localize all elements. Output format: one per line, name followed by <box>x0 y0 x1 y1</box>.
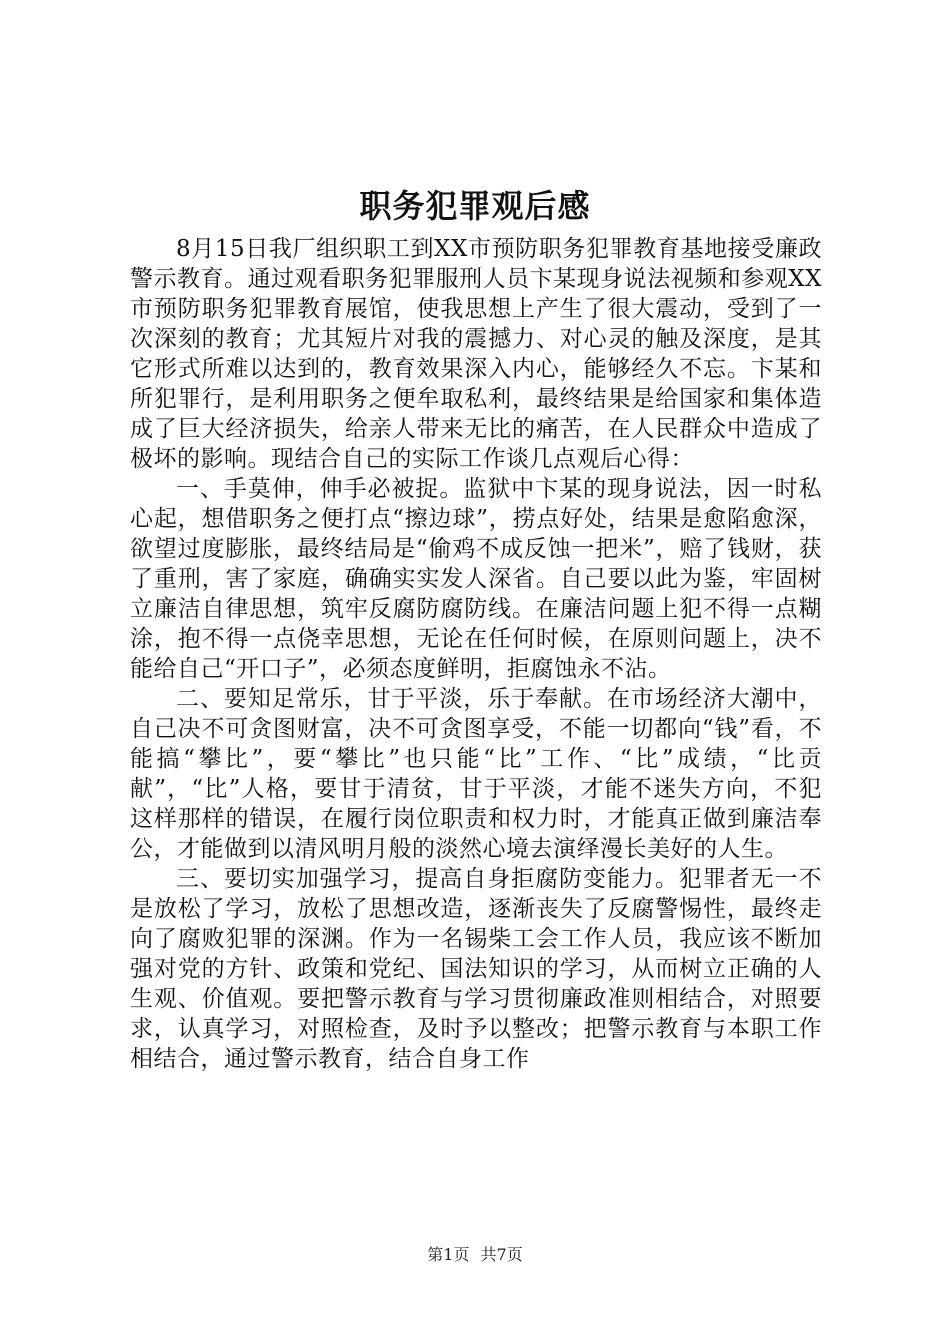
document-body <box>130 234 822 1074</box>
page-number: 第1页 <box>427 1245 470 1264</box>
paragraph-point-two: 二、要知足常乐，甘于平淡，乐于奉献。在市场经济大潮中，自己决不可贪图财富，决不可贪图享受，不能一切都向“钱”看，不能搞“攀比”，要“攀比”也只能“比”工作、“比”成绩，“比贡献”，“比”人格，要甘于清贫，甘于平淡，才能不迷失方向，不犯这样那样的错误，在履行岗位职责和权力时，才能真正做到廉洁奉公，才能做到以清风明月般的淡然心境去演绎漫长美好的人生。 <box>130 686 822 862</box>
page-footer <box>0 1244 950 1266</box>
document-title: 职务犯罪观后感 <box>359 187 591 225</box>
paragraph-point-three: 三、要切实加强学习，提高自身拒腐防变能力。犯罪者无一不是放松了学习，放松了思想改造，逐渐丧失了反腐警惕性，最终走向了腐败犯罪的深渊。作为一名锡柴工会工作人员，我应该不断加强对党的方针、政策和党纪、国法知识的学习，从而树立正确的人生观、价值观。要把警示教育与学习贯彻廉政准则相结合，对照要求，认真学习，对照检查，及时予以整改；把警示教育与本职工作相结合，通过警示教育，结合自身工作 <box>130 866 822 1072</box>
page-total: 共7页 <box>480 1245 523 1264</box>
paragraph-intro: 8月15日我厂组织职工到XX市预防职务犯罪教育基地接受廉政警示教育。通过观看职务犯罪服刑人员卞某现身说法视频和参观XX市预防职务犯罪教育展馆，使我思想上产生了很大震动，受到了一次深刻的教育；尤其短片对我的震撼力、对心灵的触及深度，是其它形式所难以达到的，教育效果深入内心，能够经久不忘。卞某和所犯罪行，是利用职务之便牟取私利，最终结果是给国家和集体造成了巨大经济损失，给亲人带来无比的痛苦，在人民群众中造成了极坏的影响。现结合自己的实际工作谈几点观后心得： <box>130 236 822 472</box>
paragraph-point-one: 一、手莫伸，伸手必被捉。监狱中卞某的现身说法，因一时私心起，想借职务之便打点“擦边球”，捞点好处，结果是愈陷愈深，欲望过度膨胀，最终结局是“偷鸡不成反蚀一把米”，赔了钱财，获了重刑，害了家庭，确确实实发人深省。自己要以此为鉴，牢固树立廉洁自律思想，筑牢反腐防腐防线。在廉洁问题上犯不得一点糊涂，抱不得一点侥幸思想，无论在任何时候，在原则问题上，决不能给自己“开口子”，必须态度鲜明，拒腐蚀永不沾。 <box>130 476 822 682</box>
